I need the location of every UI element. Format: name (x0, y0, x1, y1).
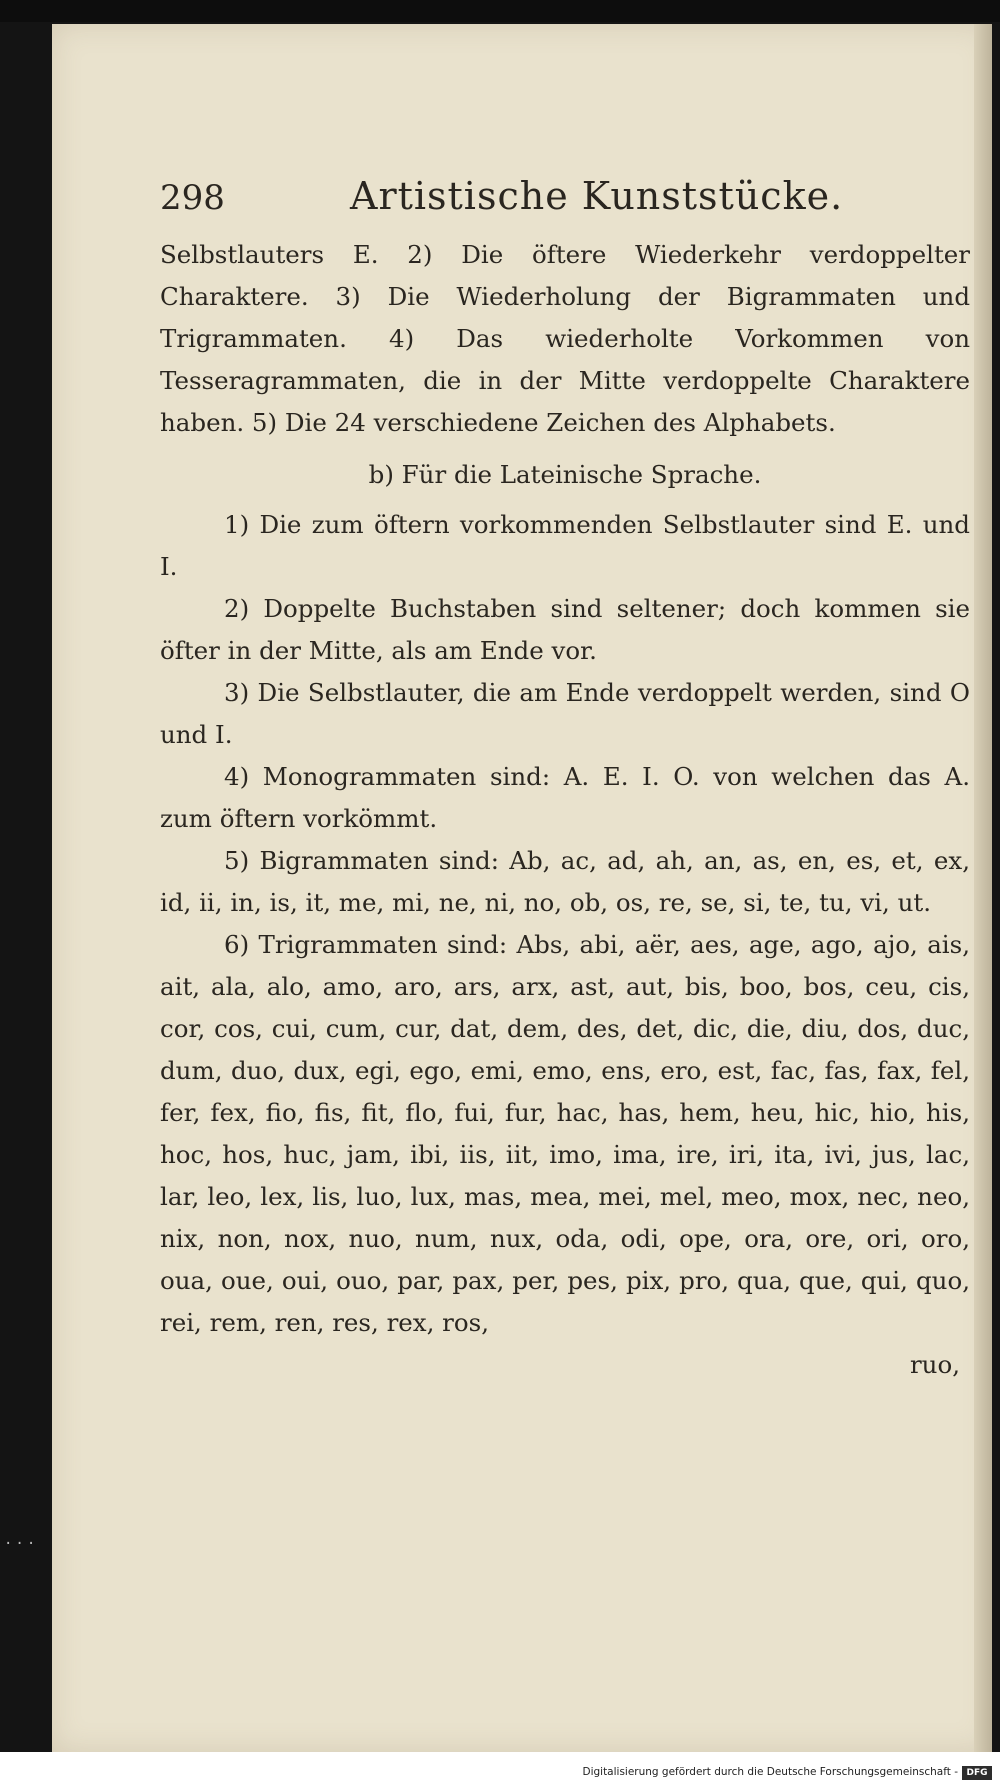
book-page (52, 24, 992, 1752)
list-item-2: 2) Doppelte Buchstaben sind seltener; doch kommen sie öfter in der Mitte, als am Ende vor. (160, 594, 970, 665)
running-head (160, 174, 970, 234)
section-heading: b) Für die Lateinische Sprache. (368, 460, 762, 489)
text-block (160, 174, 970, 1386)
page-number: 298 (160, 178, 225, 218)
dfg-logo: DFG (962, 1766, 992, 1780)
list-item-6: 6) Trigrammaten sind: Abs, abi, aër, aes, age, ago, ajo, ais, ait, ala, alo, amo, aro, ars, arx, ast, aut, bis, boo, bos, ceu, cis, cor, cos, cui, cum, cur, dat, dem, des, det, dic, die, diu, dos, duc, dum, duo, dux, egi, ego, emi, emo, ens, ero, est, fac, fas, fax, fel, fer, fex, fio, fis, fit, flo, fui, fur, hac, has, hem, heu, hic, hio, his, hoc, hos, huc, jam, ibi, iis, iit, imo, ima, ire, iri, ita, ivi, jus, lac, lar, leo, lex, lis, luo, lux, mas, mea, mei, mel, meo, mox, nec, neo, nix, non, nox, nuo, num, nux, oda, odi, ope, ora, ore, ori, oro, oua, oue, oui, ouo, par, pax, per, pes, pix, pro, qua, que, qui, quo, rei, rem, ren, res, rex, ros, (160, 930, 970, 1337)
running-title: Artistische Kunststücke. (350, 174, 844, 218)
catchword: ruo, (909, 1350, 960, 1379)
list-item-3: 3) Die Selbstlauter, die am Ende verdoppelt werden, sind O und I. (160, 678, 970, 749)
digitization-credit: Digitalisierung gefördert durch die Deutsche Forschungsgemeinschaft - (582, 1766, 958, 1778)
list-item-1: 1) Die zum öftern vorkommenden Selbstlauter sind E. und I. (160, 510, 970, 581)
list-item-4: 4) Monogrammaten sind: A. E. I. O. von welchen das A. zum öftern vorkömmt. (160, 762, 970, 833)
margin-dots: ··· (4, 1536, 39, 1552)
list-item-5: 5) Bigrammaten sind: Ab, ac, ad, ah, an, as, en, es, et, ex, id, ii, in, is, it, me, mi, ne, ni, no, ob, os, re, se, si, te, tu, vi, ut. (160, 846, 970, 917)
scan-top-strip (0, 0, 1000, 22)
footer-bar (0, 1752, 1000, 1788)
page-edge (974, 24, 992, 1752)
intro-paragraph: Selbstlauters E. 2) Die öftere Wiederkehr verdoppelter Charaktere. 3) Die Wiederholung der Bigrammaten und Trigrammaten. 4) Das wiederholte Vorkommen von Tesseragrammaten, die in der Mitte verdoppelte Charaktere haben. 5) Die 24 verschiedene Zeichen des Alphabets. (160, 240, 970, 437)
